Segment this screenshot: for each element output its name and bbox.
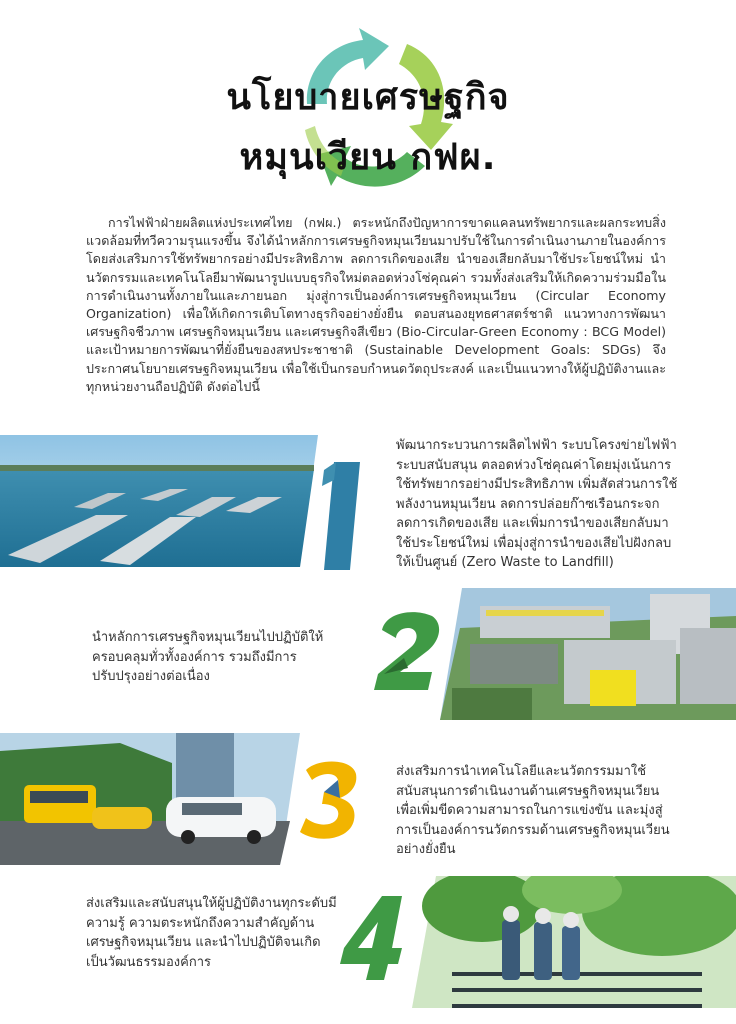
page-title-line1: นโยบายเศรษฐกิจ bbox=[226, 77, 510, 118]
title-section bbox=[0, 20, 736, 205]
page-title-line2: หมุนเวียน กฟผ. bbox=[239, 137, 497, 178]
step1-text: พัฒนากระบวนการผลิตไฟฟ้า ระบบโครงข่ายไฟฟ้า ระบบสนับสนุน ตลอดห่วงโซ่คุณค่าโดยมุ่งเน้นการใช้ทรัพยากรอย่างมีประสิทธิภาพ เพิ่มสัดส่วนการใช้พลังงานหมุนเวียน ลดการปล่อยก๊าซเรือนกระจก ลดการเกิดของเสีย และเพิ่มการนำของเสียกลับมาใช้ประโยชน์ใหม่ เพื่อมุ่งสู่การนำของเสียไปฝังกลบให้เป็นศูนย์ (Zero Waste to Landfill) bbox=[396, 438, 678, 570]
step2-number-2 bbox=[374, 608, 444, 692]
workers-image bbox=[412, 876, 736, 1008]
step3-text: ส่งเสริมการนำเทคโนโลยีและนวัตกรรมมาใช้สนับสนุนการดำเนินงานด้านเศรษฐกิจหมุนเวียน เพื่อเพิ่มขีดความสามารถในการแข่งขัน และมุ่งสู่การเป็นองค์การนวัตกรรมด้านเศรษฐกิจหมุนเวียนอย่างยั่งยืน bbox=[396, 764, 670, 857]
step3-photo-electric-vehicles bbox=[0, 733, 300, 865]
step3-number-container bbox=[298, 758, 360, 842]
step4-number-container bbox=[340, 896, 412, 980]
step2-text: นำหลักการเศรษฐกิจหมุนเวียนไปปฏิบัติให้ครอบคลุมทั่วทั้งองค์การ รวมถึงมีการปรับปรุงอย่างต่อเนื่อง bbox=[92, 630, 324, 684]
floating-solar-image bbox=[0, 435, 318, 567]
step2-photo-power-plant bbox=[440, 588, 736, 720]
intro-paragraph: การไฟฟ้าฝ่ายผลิตแห่งประเทศไทย (กฟผ.) ตระหนักถึงปัญหาการขาดแคลนทรัพยากรและผลกระทบสิ่งแวดล้อมที่ทวีความรุนแรงขึ้น จึงได้นำหลักการเศรษฐกิจหมุนเวียนมาปรับใช้ในการดำเนินงานภายในองค์การ โดยส่งเสริมการใช้ทรัพยากรอย่างมีประสิทธิภาพ ลดการเกิดของเสีย นำของเสียกลับมาใช้ประโยชน์ใหม่ นำนวัตกรรมและเทคโนโลยีมาพัฒนารูปแบบธุรกิจใหม่ตลอดห่วงโซ่คุณค่า รวมทั้งส่งเสริมให้เกิดความร่วมมือในการดำเนินงานทั้งภายในและภายนอก มุ่งสู่การเป็นองค์การเศรษฐกิจหมุนเวียน (Circular Economy Organization) เพื่อให้เกิดการเติบโตทางธุรกิจอย่างยั่งยืน ตอบสนองยุทธศาสตร์ชาติ แนวทางการพัฒนาเศรษฐกิจชีวภาพ เศรษฐกิจหมุนเวียน และเศรษฐกิจสีเขียว (Bio-Circular-Green Economy : BCG Model) และเป้าหมายการพัฒนาที่ยั่งยืนของสหประชาชาติ (Sustainable Development Goals: SDGs) จึงประกาศนโยบายเศรษฐกิจหมุนเวียน เพื่อใช้เป็นกรอบกำหนดวัตถุประสงค์ และเป็นแนวทางให้ผู้ปฏิบัติงานและทุกหน่วยงานถือปฏิบัติ ดังต่อไปนี้ bbox=[86, 215, 666, 394]
electric-vehicles-image bbox=[0, 733, 300, 865]
step1-photo-floating-solar bbox=[0, 435, 318, 567]
step4-text: ส่งเสริมและสนับสนุนให้ผู้ปฏิบัติงานทุกระดับมีความรู้ ความตระหนักถึงความสำคัญด้านเศรษฐกิจหมุนเวียน และนำไปปฏิบัติจนเกิดเป็นวัฒนธรรมองค์การ bbox=[86, 896, 337, 970]
step3-number-3 bbox=[298, 758, 360, 842]
step4-photo-workers bbox=[412, 876, 736, 1008]
step2-number-container bbox=[374, 608, 444, 692]
power-plant-image bbox=[440, 588, 736, 720]
step4-number-4 bbox=[340, 896, 412, 980]
step1-number-1 bbox=[322, 462, 362, 570]
step1-number-container bbox=[322, 462, 362, 570]
